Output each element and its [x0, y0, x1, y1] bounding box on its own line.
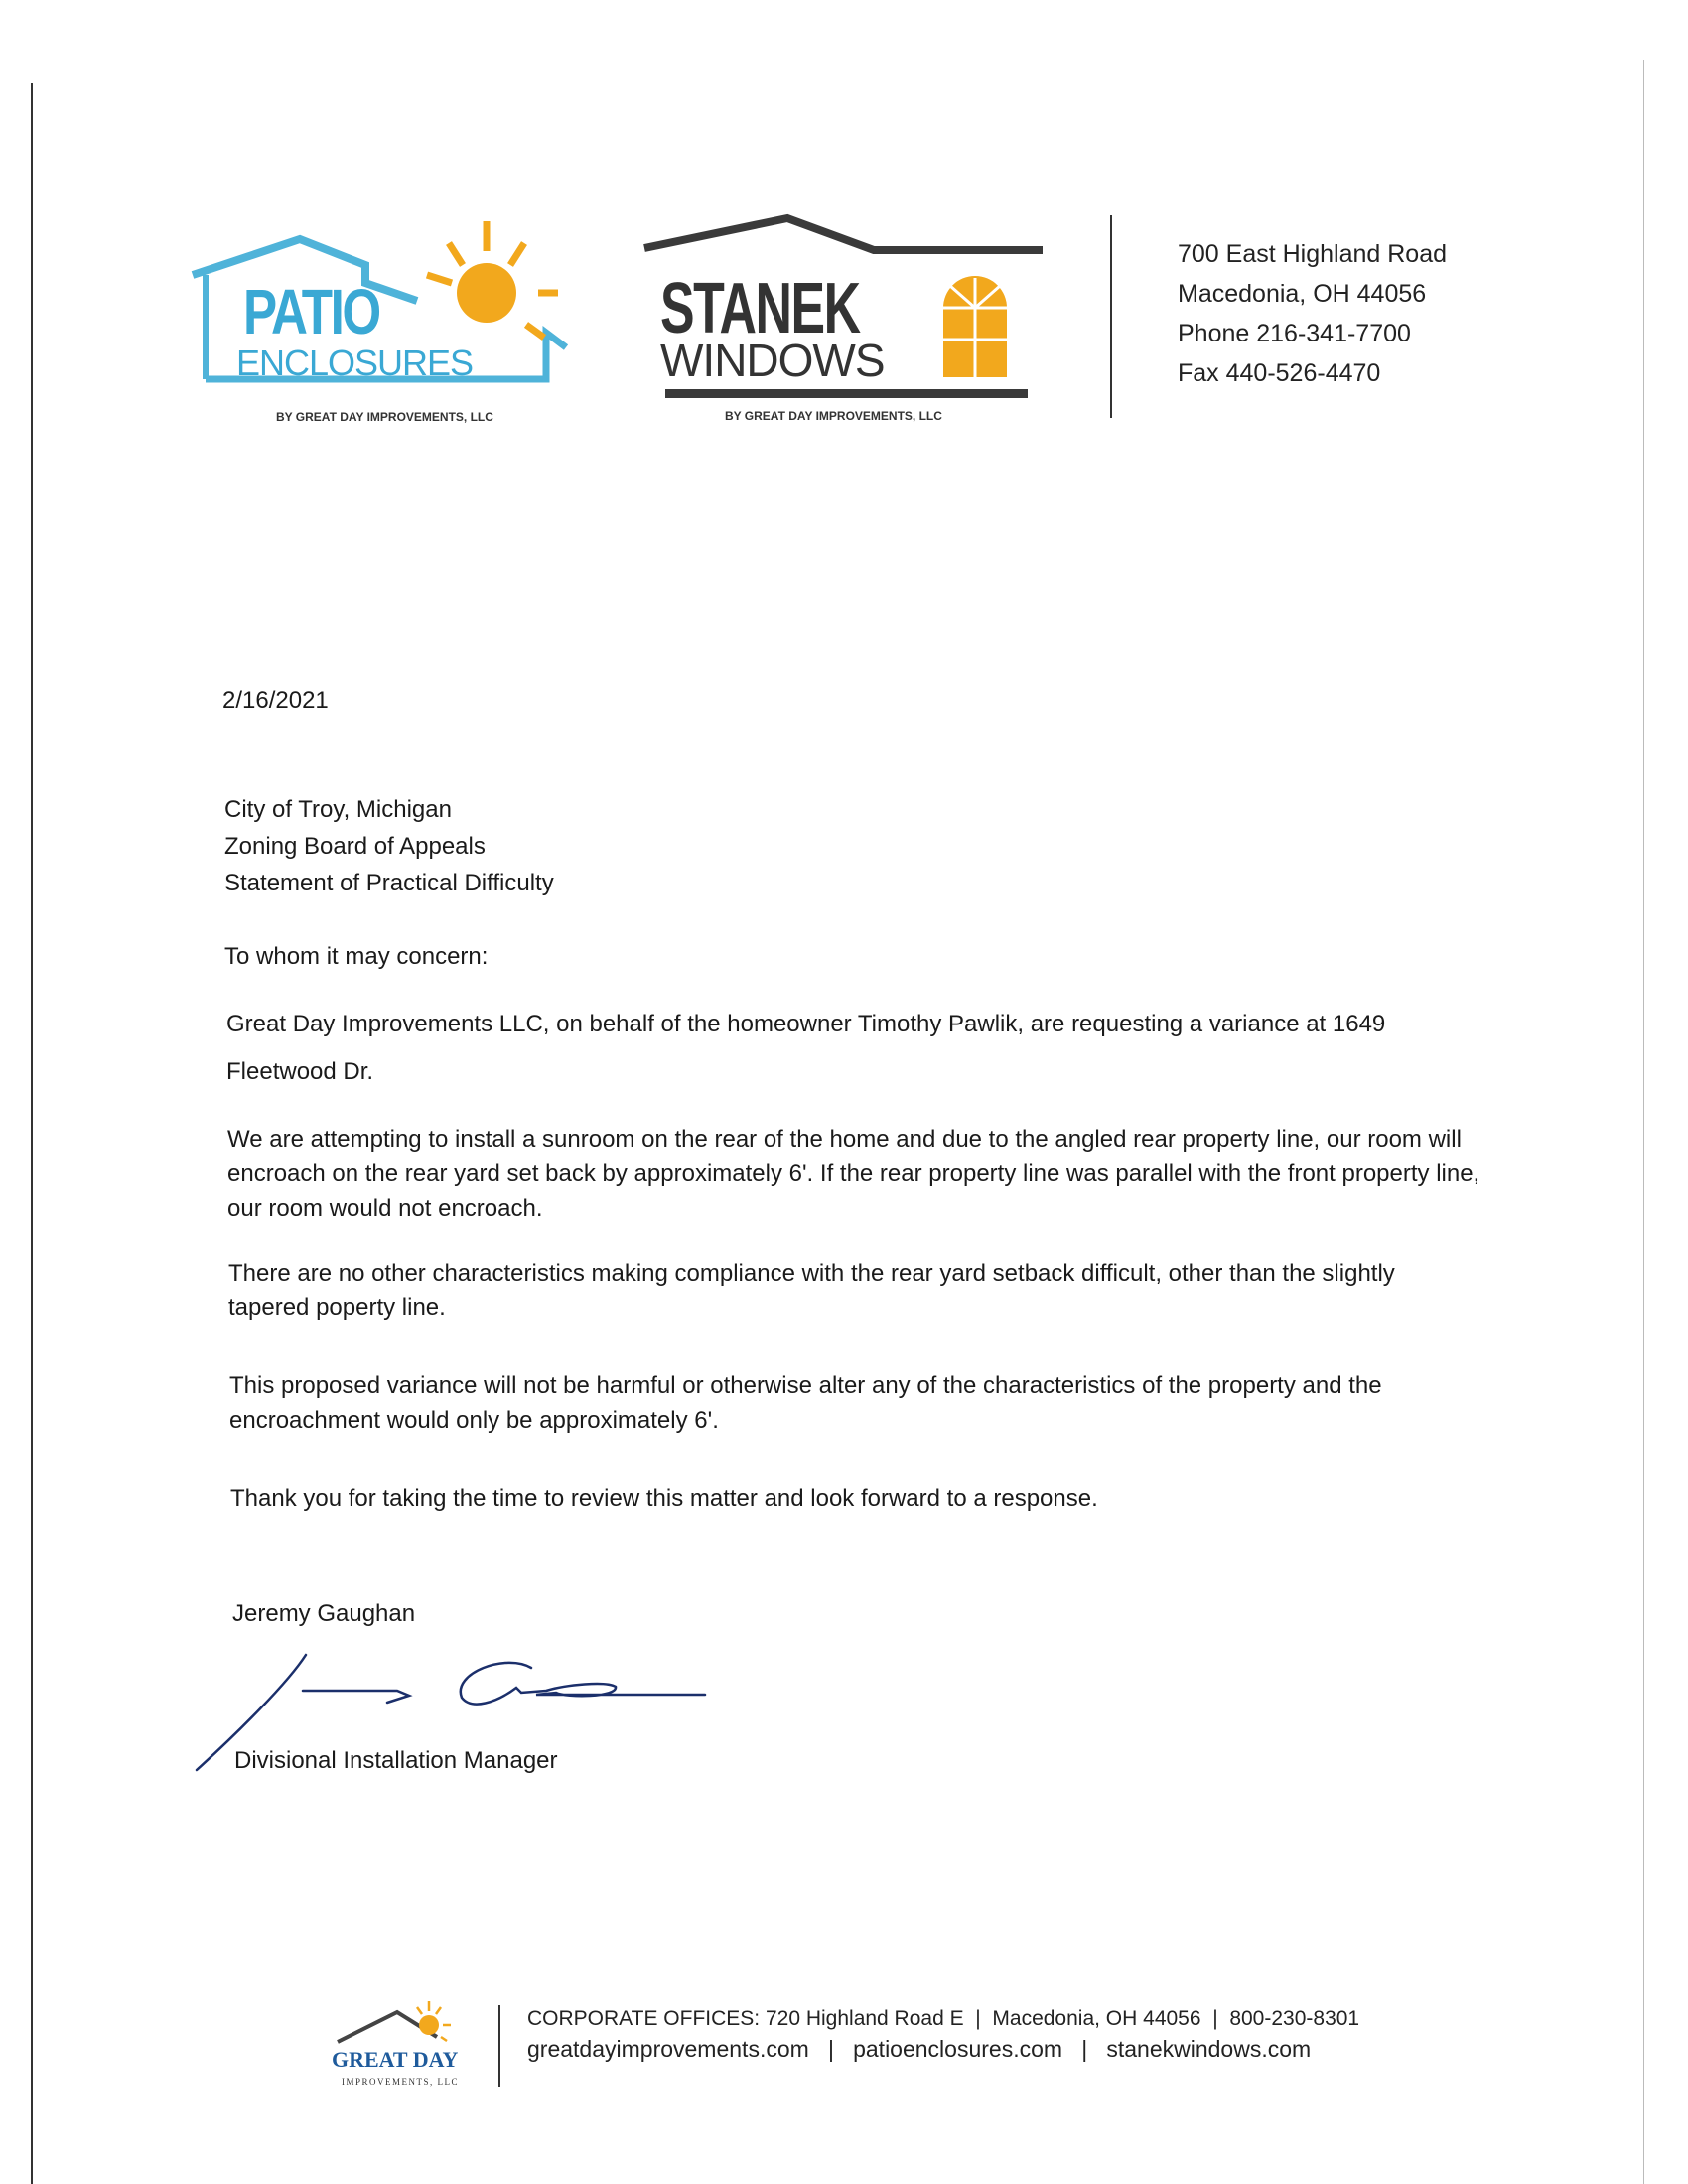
paragraph: Great Day Improvements LLC, on behalf of the homeowner Timothy Pawlik, are requesting a variance at 1649 Fleetwood Dr.	[226, 1011, 1386, 1085]
footer-text	[527, 2003, 1359, 2065]
windows-text: WINDOWS	[660, 335, 885, 386]
stanek-windows-logo	[640, 208, 1057, 432]
header-divider	[1110, 215, 1112, 418]
great-day-house-sun-icon	[328, 1997, 477, 2047]
recipient-block	[224, 791, 554, 901]
paragraph: This proposed variance will not be harmful or otherwise alter any of the characteristics of the property and the encroachment would only be approximately 6'.	[229, 1372, 1382, 1433]
great-day-logo	[328, 1997, 477, 2092]
recipient-line: City of Troy, Michigan	[224, 796, 452, 823]
enclosures-text: ENCLOSURES	[236, 342, 474, 383]
signer-title: Divisional Installation Manager	[234, 1747, 558, 1774]
paragraph: Thank you for taking the time to review this matter and look forward to a response.	[230, 1485, 1098, 1512]
address-city: Macedonia, OH 44056	[1178, 280, 1427, 308]
recipient-line: Statement of Practical Difficulty	[224, 870, 554, 896]
address-phone: Phone 216-341-7700	[1178, 320, 1411, 347]
footer-divider	[498, 2005, 500, 2087]
company-address	[1178, 234, 1447, 393]
recipient-line: Zoning Board of Appeals	[224, 833, 486, 860]
letter-date: 2/16/2021	[222, 687, 329, 714]
paragraph: We are attempting to install a sunroom on the rear of the home and due to the angled rear property line, our room will encroach on the rear yard set back by approximately 6'. If the rear property line was parallel with the front property line, our room would not encroach.	[227, 1126, 1480, 1222]
stanek-tagline: BY GREAT DAY IMPROVEMENTS, LLC	[725, 409, 942, 423]
left-edge-line	[31, 83, 33, 2184]
salutation: To whom it may concern:	[224, 943, 489, 970]
paragraph: There are no other characteristics making compliance with the rear yard setback difficult, other than the slightly tapered poperty line.	[228, 1260, 1395, 1321]
footer-websites: greatdayimprovements.com | patioenclosures.com | stanekwindows.com	[527, 2036, 1312, 2062]
great-day-subtext: IMPROVEMENTS, LLC	[342, 2077, 460, 2087]
patio-enclosures-logo	[189, 213, 586, 432]
stanek-text: STANEK	[660, 269, 860, 348]
patio-text: PATIO	[243, 276, 379, 347]
signer-name: Jeremy Gaughan	[232, 1600, 416, 1627]
great-day-text: GREAT DAY	[332, 2047, 459, 2072]
right-edge-line	[1643, 60, 1644, 2184]
address-fax: Fax 440-526-4470	[1178, 359, 1381, 387]
footer-corporate-offices: CORPORATE OFFICES: 720 Highland Road E | Macedonia, OH 44056 | 800-230-8301	[527, 2007, 1360, 2030]
patio-tagline: BY GREAT DAY IMPROVEMENTS, LLC	[276, 410, 493, 424]
address-street: 700 East Highland Road	[1178, 240, 1448, 268]
